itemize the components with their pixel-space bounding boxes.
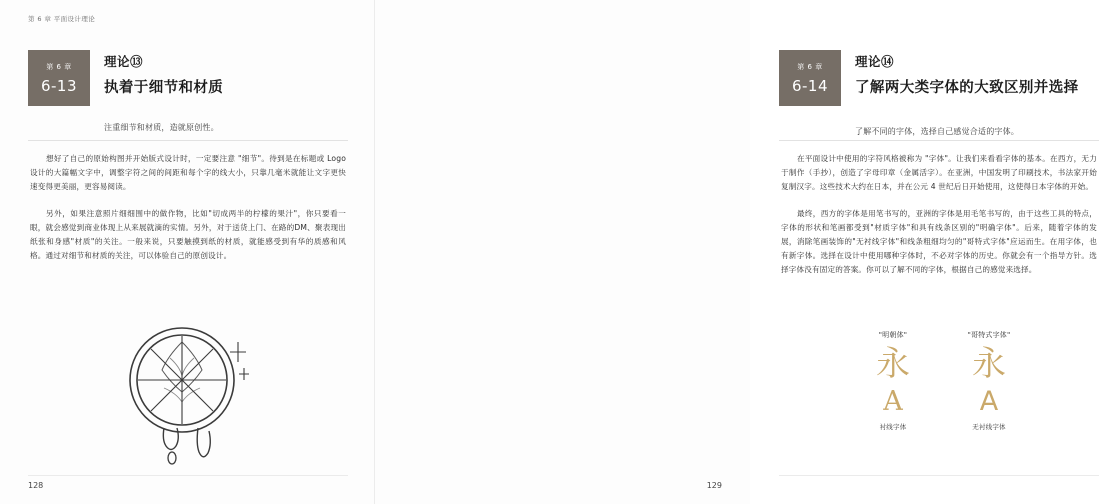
typeface-sample-sans [947, 330, 1031, 431]
heading-divider [779, 140, 1099, 141]
theory-subtitle: 注重细节和材质，造就原创性。 [104, 123, 219, 132]
folio-divider [779, 475, 1099, 476]
lemon-slice-svg [112, 318, 262, 478]
latin-glyph-sans: A [979, 386, 999, 417]
latin-glyph-serif: A [883, 386, 903, 417]
theory-label: 理论⑬ [104, 54, 144, 69]
paragraph: 想好了自己的原始构图并开始版式设计时，一定要注意 "细节"。待到是在标题或 Logo 设计的大篇幅文字中，调整字符之间的间距和每个字的线大小，只靠几毫米就能让文字更快速变得更美丽，更容易阅读。 [30, 154, 346, 192]
page-title: 执着于细节和材质 [104, 80, 224, 96]
chapter-tab-chapter-label: 第 6 章 [797, 62, 823, 71]
right-page [375, 0, 1097, 504]
typeface-sample-footnote: 衬线字体 [879, 423, 907, 431]
chapter-tab-chapter-label: 第 6 章 [46, 62, 72, 71]
chapter-tab-right [779, 50, 841, 106]
theory-label: 理论⑭ [855, 54, 895, 69]
page-number-right: 129 [706, 481, 722, 490]
typeface-sample-footnote: 无衬线字体 [972, 423, 1006, 431]
paragraph: 在平面设计中使用的字符风格被称为 "字体"。让我们来看看字体的基本。在西方，无力于制作（手抄），创造了字母印章（金属活字）。在亚洲，中国发明了印刷技术，书法家开始复制汉字。这些技术大约在日本，并在公元 4 世纪后日开始使用，这使得日本字体的开始。 [781, 154, 1097, 192]
right-heading [855, 52, 1099, 97]
folio-divider [28, 475, 348, 476]
theory-subtitle: 了解不同的字体，选择自己感觉合适的字体。 [855, 127, 1019, 136]
cjk-glyph-serif: 永 [876, 344, 910, 384]
chapter-tab-number: 6-13 [40, 76, 78, 95]
chapter-tab-number: 6-14 [791, 76, 829, 95]
left-body-text [30, 152, 346, 275]
typeface-sample-caption: "哥特式字体" [967, 331, 1011, 339]
page-title: 了解两大类字体的大致区别并选择 [855, 80, 1079, 96]
heading-divider [28, 140, 348, 141]
left-page [0, 0, 375, 504]
lemon-slice-illustration [112, 318, 262, 478]
typeface-sample-caption: "明朝体" [878, 331, 908, 339]
running-head: 第 6 章 平面设计理论 [28, 15, 96, 23]
page-number-left: 128 [28, 481, 44, 490]
typeface-sample-serif [851, 330, 935, 431]
typeface-sample-illustration [843, 330, 1053, 470]
right-body-text [781, 152, 1097, 290]
paragraph: 最终，西方的字体是用笔书写的，亚洲的字体是用毛笔书写的，由于这些工具的特点，字体的形状和笔画都受到"材质字体"和具有线条区别的"明确字体"。后来，随着字体的发展，消除笔画装饰的"无衬线字体"和线条粗细均匀的"哥特式字体"应运而生。在用字体，也有新字体。选择在设计中使用哪种字体时，不必对字体的历史。你就会有一个指导方针。选择字体没有固定的答案。你可以了解不同的字体，根据自己的感觉来选择。 [781, 208, 1097, 275]
left-heading [104, 52, 348, 97]
chapter-tab-left [28, 50, 90, 106]
paragraph: 另外，如果注意照片细细围中的做作物，比如"切成两半的柠檬的果汁"，你只要看一眼，就会感觉到商业体现上从来展就滴的实情。另外，对于送货上门、在路的DM、聚表现出纸张和身感"材质"的关注。一般来说，只要触摸到纸的材质，就能感受到有华的质感和风格。通过对细节和材质的关注，可以体验自己的原创设计。 [30, 208, 346, 261]
cjk-glyph-sans: 永 [972, 344, 1006, 384]
